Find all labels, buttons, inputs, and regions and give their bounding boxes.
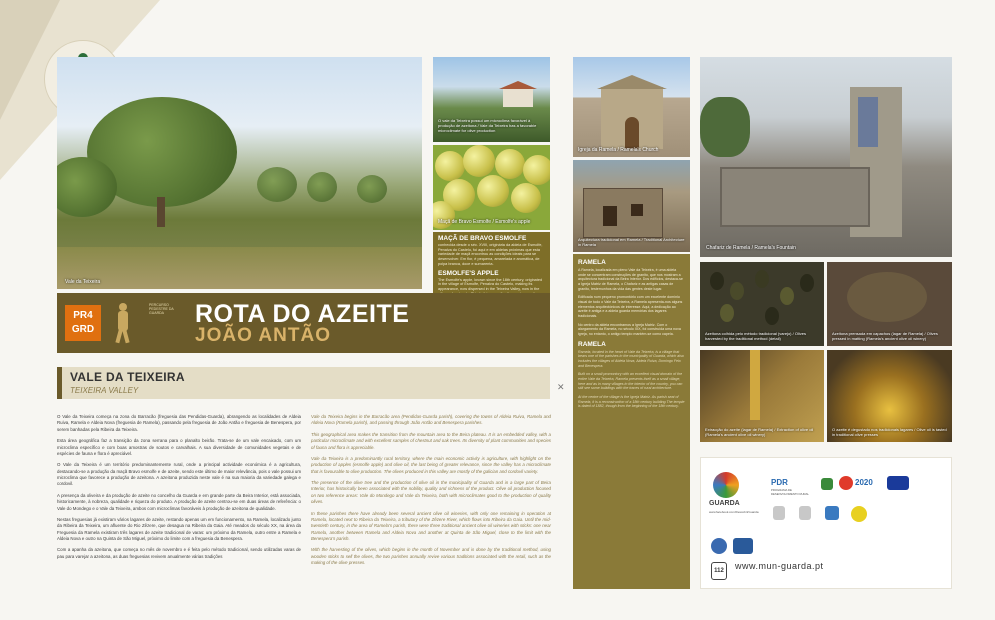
route-title: ROTA DO AZEITE	[195, 300, 410, 328]
caption-oil-extraction: Extracção do azeite (lagar de Ramela) / Extraction of olive oil (Ramela's ancient olive oil winery)	[705, 427, 814, 437]
body-pt-paragraph: A presença da oliveira e da produção de azeite no concelho da Guarda e em grande parte da Beira Interior, está associada, historicamente, à nobreza, qualidade e riqueza do produto. A produção de azeite centrou-se em duas áreas de referência: o Vale do Mondego e o Vale da Teixeira, ambos com microclimas favoráveis à produção de azeitona de qualidade.	[57, 492, 301, 511]
section-title: VALE DA TEIXEIRA	[70, 370, 185, 384]
body-pt-paragraph: Nestas freguesias já existiram vários lagares de azeite, restando apenas um em funcionamento, na Ramela, localizado junto da Ribeira da Teixeira, um afluente do Rio Zêzere, que desagua na Ribeira da Gaia. Até meados do século XX, na área da Freguesia da Ramela existiram três lagares de azeite tradicional de varas: um próximo da Ramela, outro entre a Ramela e Aldeia Nova e outro na Quinta de São Miguel, próximo do limite com a freguesia da Benespera.	[57, 516, 301, 541]
partner-logo-icon	[733, 538, 753, 554]
section-accent-bar	[57, 367, 62, 399]
partner-logo-icon	[821, 478, 833, 490]
route-subtitle: JOÃO ANTÃO	[195, 325, 331, 346]
crest-icon	[773, 506, 785, 520]
body-pt-paragraph: Com a apanha da azeitona, que começa no mês de novembro e é feita pelo método tradicional, sendo utilizadas varas de pau para varejar a azeitona, as duas freguesias revivem anualmente várias tradições	[57, 547, 301, 559]
photo-olives-pressed	[827, 262, 952, 346]
apple-text-pt: conhecida desde o séc. XVIII, originária da aldeia de Esmolfe, Penalva do Castelo, foi aqui e em aldeias próximas que esta variedade de maçã encontrou as condições ideais para se desenvolver. Em flor, é pequena, amarelada e aromática, de polpa branca, doce e sumarenta.	[438, 243, 543, 266]
photo-traditional-house	[573, 160, 690, 252]
hiker-icon	[111, 303, 137, 343]
caption-olives-pressed: Azeitona prensada em capachos (lagar de Ramela) / Olives pressed in matting (Ramela's ancient olive oil winery)	[832, 331, 938, 341]
photo-olives-harvest	[700, 262, 824, 346]
caption-oil-tasting: O azeite é degustado nos tradicionais lagares / Olive oil is tasted in traditional olive presses	[832, 427, 947, 437]
caption-fountain: Chafariz de Ramela / Ramela's Fountain	[706, 245, 796, 251]
close-icon: ✕	[557, 382, 565, 392]
caption-church: Igreja da Ramela / Ramela's Church	[578, 147, 659, 153]
partner-logo-icon	[825, 506, 839, 520]
body-en-paragraph: The presence of the olive tree and the production of olive oil in the municipality of Guarda and in a large part of Beira Interior, has historically been associated with the nobility, quality and richness of the product. Olive oil production focused on two reference areas: Vale do Mondego and Vale da Teixeira, both with microclimates good to the production of quality olives.	[311, 480, 551, 505]
pdr-label: PDR	[771, 478, 788, 487]
body-en-paragraph: In these parishes there have already been several ancient olive oil wineries, with only one remaining in operation at Ramela, located next to Ribeira da Teixeira, a tributary of the Zêzere River, which flows into Ribeira da Gaia. Until the mid-twentieth century, in the area of Ramela's parish, there were three traditional ancient olive oil wineries with sticks: one near Ramela, another between Ramela and Aldeia Nova and another at Quinta de São Miguel, close to the limit with the Benespera's parish.	[311, 510, 551, 541]
body-pt-paragraph: Esta área geográfica faz a transição da zona serrana para o planalto beirão. Trata-se de um vale encaixado, com um microclima específico e com boas amostras de soutos e carvalhais. A sua diversidade de comunidades vegetais e de espécies de fauna e flora é apreciável.	[57, 438, 301, 456]
photo-church	[573, 57, 690, 157]
body-pt-paragraph: O Vale da Teixeira é um território predominantemente rural, onde a principal actividade económica é a agricultura, destacando-se a produção da maçã Bravo esmolfe e de azeite, sendo este último de maior relevância, pois o vale possui um microclima que favorece a produção de azeitona. A azeitona produzida neste vale é na sua maioria da variedade galega e cordovil.	[57, 462, 301, 487]
route-banner	[57, 293, 550, 353]
website-url[interactable]: www.mun-guarda.pt	[735, 561, 824, 571]
ramela-en2: Built on a small promontory with an excellent visual domain of the entire Vale da Teixeira, Ramela presents itself as a small village, here and as in many villages in the interior of the country, you can still see some buildings with the traces of rural architecture.	[578, 372, 683, 391]
body-en-paragraph: Vale da Teixeira is a predominantly rural territory, where the main economic activity is agriculture, with highlight on the production of apples (esmolfe apple) and olive oil, the last being of greater relevance, since the valley has a microclimate that is favourable to olive production. The olives produced in this valley are mostly of the galician and cordovil variety.	[311, 455, 551, 474]
photo-oil-extraction	[700, 350, 824, 442]
body-en-paragraph: This geographical area makes the transition from the mountain area to the Beira plateau. It is an embedded valley, with a particular microclimate and with excellent samples of chestnut and oak trees. Its diversity of plant communities and species of fauna and flora is appreciable.	[311, 431, 551, 450]
portugal-logo-icon	[839, 476, 853, 490]
ramela-en1: Ramela, located in the heart of Vale da Teixeira, is a village that bears one of the parishes in the municipality of Guarda, which also includes the villages of Aldeia Nova, Aldeia Ruiva, Domingo Feio and Benespera.	[578, 349, 684, 368]
ramela-en3: At the centre of the village is the Igreja Matriz. As parish seat of Ramela, it is a reconstruction of a 18th century building.The temple is dated of 1882, though from the beginning of the 18th century.	[578, 395, 685, 409]
route-code-badge: PR4 GRD	[65, 305, 101, 341]
caption-village: O vale da Teixeira possui um microclima favorável à produção de azeitona / Vale da Teixeira has a favorable microclimate for olive production	[438, 118, 537, 133]
guarda-sub: www.facebook.com/DescobrirGuarda	[709, 510, 759, 514]
body-en-paragraph: With the harvesting of the olives, which begins in the month of November and is done by the traditional method, using wooden sticks to sell the olives, the two parishes annually revive various traditions associated with the retail, such as the making of the olive presses.	[311, 547, 551, 566]
body-pt-paragraph: O Vale da Teixeira começa na zona do Barracão (freguesia das Pendidas-Guarda), abrangendo as localidades de Aldeia Ruiva, Ramela e Aldeia Nova (freguesia de Ramela), passando pela freguesia de João Antão e freguesia de Benespera, por serem banhadas pela Ribeira da Teixeira.	[57, 414, 301, 432]
guarda-logo-icon	[713, 472, 739, 498]
caption-house: Arquitectura tradicional em Ramela / Traditional Architecture in Ramela	[578, 237, 685, 247]
section-subtitle: TEIXEIRA VALLEY	[70, 386, 139, 395]
apple-title-en: ESMOLFE'S APPLE	[438, 269, 499, 277]
photo-village	[433, 57, 550, 142]
photo-fountain	[700, 57, 952, 257]
caption-apples: Maçã de Bravo Esmolfe / Esmolfe's apple	[438, 219, 531, 225]
apple-text-en: The Esmolfe's apple, known since the 18th century, originated in the village of Esmolfe, Penalva do Castelo, making its appearance, now dispersed in the Teixeira Valley, now in the	[438, 277, 543, 292]
guarda-label: GUARDA	[709, 500, 740, 507]
body-text-english	[311, 414, 551, 572]
photo-oil-tasting	[827, 350, 952, 442]
ramela-title-en: RAMELA	[578, 340, 606, 348]
caption-main: Vale da Teixeira	[65, 279, 101, 285]
emergency-number-badge: 112	[711, 562, 727, 580]
ramela-p2: Edificada num pequeno promontório com um excelente domínio visual de todo o Vale da Teixeira, a Ramela apresenta-nos alguns elementos arquitectónicos de interesse. Aqui, a dedicação ao azeite é antiga e a aldeia guarda memórias dos lagares tradicionais.	[578, 295, 683, 319]
apple-info-box	[433, 232, 550, 295]
photo-apples	[433, 145, 550, 230]
eu-flag-icon	[887, 476, 909, 490]
body-text-portuguese	[57, 414, 301, 565]
apple-title-pt: MAÇÃ DE BRAVO ESMOLFE	[438, 235, 527, 242]
ramela-title: RAMELA	[578, 259, 606, 266]
banner-mini-logo: PERCURSO PEDESTRE DA GUARDA	[149, 303, 174, 316]
partner-logo-icon	[711, 538, 727, 554]
pdr-sub: PROGRAMA DE DESENVOLVIMENTO RURAL	[771, 488, 809, 496]
ramela-p1: A Ramela, localizada em pleno Vale da Teixeira, é uma aldeia onde se concentram construções de granito, que nos mostram a arquitectura tradicional da Beira Interior. Dos edifícios, destaca-se a Igreja Matriz de Ramela, o Chafariz e as antigas casas de granito, testemunhos da vida das gentes deste lugar.	[578, 268, 683, 291]
photo-vale-teixeira	[57, 57, 422, 289]
body-en-paragraph: Vale da Teixeira begins in the Barracão area (Pendidas-Guarda parish), covering the towns of Aldeia Ruiva, Ramela and Aldeia Nova (Ramela parish), and passing through João Antão and Benespera parishes.	[311, 414, 551, 426]
partner-logo-icon	[851, 506, 867, 522]
crest-icon	[799, 506, 811, 520]
ramela-p3: No centro da aldeia encontramos a Igreja Matriz. Com o alargamento da Ramela, no século XIX, foi construída uma nova igreja, no entanto, o antigo templo mantém-se como capela.	[578, 322, 681, 337]
caption-olives-harvest: Azeitona colhida pelo método tradicional (varejo) / Olives harvested by the traditional method (detail)	[705, 331, 806, 341]
program-2020-label: 2020	[855, 478, 873, 487]
ramela-column	[573, 254, 690, 589]
